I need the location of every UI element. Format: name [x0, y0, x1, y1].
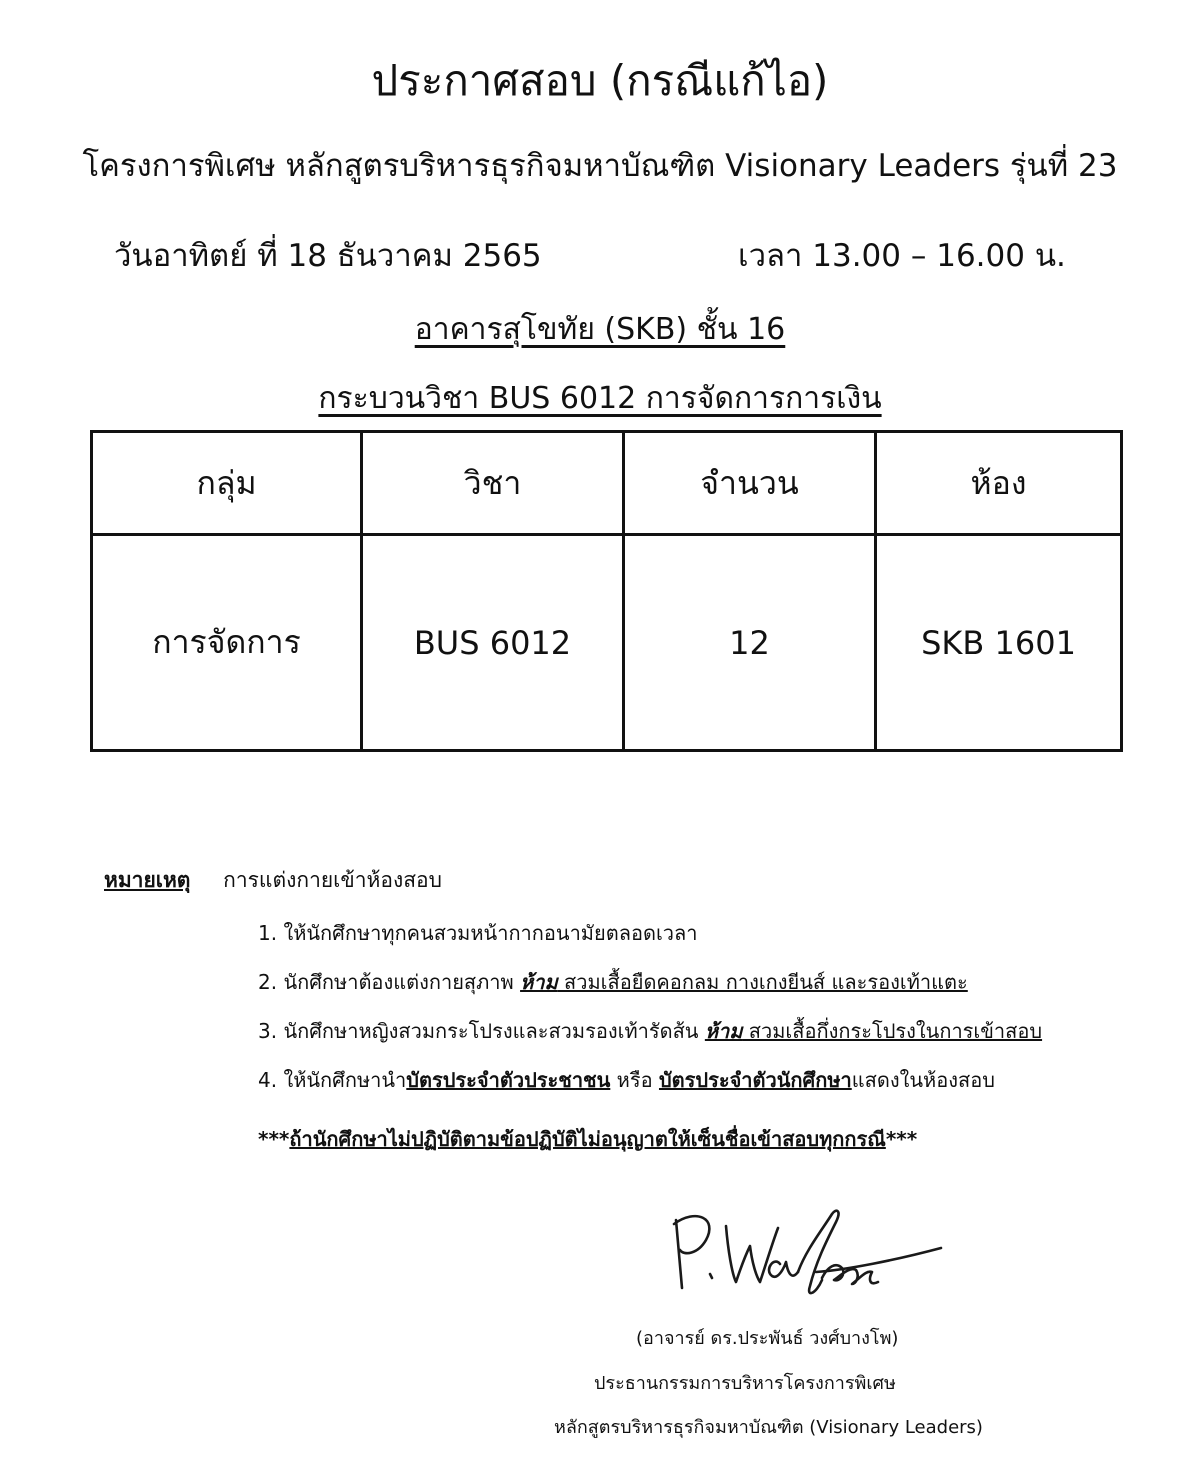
warning-text [258, 1123, 917, 1155]
rule-3-ban: ห้าม [704, 1019, 743, 1043]
rule-3 [258, 1015, 1042, 1047]
cell-count: 12 [624, 535, 876, 751]
rule-4-or: หรือ [610, 1068, 659, 1092]
warning-message: ถ้านักศึกษาไม่ปฏิบัติตามข้อปฏิบัติไม่อนุญาตให้เซ็นชื่อเข้าสอบทุกกรณี [289, 1127, 886, 1151]
exam-date: วันอาทิตย์ ที่ 18 ธันวาคม 2565 [114, 238, 542, 274]
rule-1: 1. ให้นักศึกษาทุกคนสวมหน้ากากอนามัยตลอดเวลา [258, 921, 698, 945]
column-header-subject: วิชา [362, 432, 624, 535]
building-text: อาคารสุโขทัย (SKB) ชั้น 16 [414, 312, 786, 347]
program-subtitle: โครงการพิเศษ หลักสูตรบริหารธุรกิจมหาบัณฑิต Visionary Leaders รุ่นที่ 23 [82, 148, 1118, 184]
rule-4 [258, 1064, 995, 1096]
exam-time: เวลา 13.00 – 16.00 น. [738, 238, 1066, 274]
rule-3-rest: สวมเสื้อกึ่งกระโปรงในการเข้าสอบ [742, 1019, 1043, 1043]
page-title: ประกาศสอบ (กรณีแก้ไอ) [371, 56, 829, 105]
column-header-group: กลุ่ม [92, 432, 362, 535]
signatory-program: หลักสูตรบริหารธุรกิจมหาบัณฑิต (Visionary Leaders) [554, 1417, 983, 1438]
cell-subject: BUS 6012 [362, 535, 624, 751]
warning-stars-left: *** [258, 1127, 290, 1151]
notes-heading-text: การแต่งกายเข้าห้องสอบ [223, 868, 442, 892]
exam-building [0, 306, 1200, 353]
column-header-room: ห้อง [876, 432, 1122, 535]
rule-2-rest: สวมเสื้อยืดคอกลม กางเกงยีนส์ และรองเท้าแตะ [557, 970, 968, 994]
rule-4-id-card: บัตรประจำตัวประชาชน [406, 1068, 611, 1092]
rule-2-prefix: 2. นักศึกษาต้องแต่งกายสุภาพ [258, 970, 521, 994]
course-title [0, 375, 1200, 422]
cell-group: การจัดการ [92, 535, 362, 751]
rule-2-ban: ห้าม [520, 970, 558, 994]
rule-3-prefix: 3. นักศึกษาหญิงสวมกระโปรงและสวมรองเท้ารัดส้น [258, 1019, 705, 1043]
column-header-count: จำนวน [624, 432, 876, 535]
table-row [92, 535, 1122, 751]
table-header-row [92, 432, 1122, 535]
course-text: กระบวนวิชา BUS 6012 การจัดการการเงิน [318, 381, 882, 416]
signature [656, 1200, 956, 1310]
rule-2 [258, 966, 968, 998]
notes-heading [104, 864, 442, 897]
signatory-name: (อาจารย์ ดร.ประพันธ์ วงศ์บางโพ) [636, 1328, 899, 1349]
warning-stars-right: *** [885, 1127, 918, 1151]
rule-4-prefix: 4. ให้นักศึกษานำ [258, 1068, 407, 1092]
exam-table [90, 430, 1123, 752]
rule-4-rest: แสดงในห้องสอบ [851, 1068, 995, 1092]
notes-label: หมายเหตุ [104, 868, 191, 892]
cell-room: SKB 1601 [876, 535, 1122, 751]
signatory-position: ประธานกรรมการบริหารโครงการพิเศษ [594, 1373, 896, 1394]
rule-4-student-card: บัตรประจำตัวนักศึกษา [658, 1068, 852, 1092]
